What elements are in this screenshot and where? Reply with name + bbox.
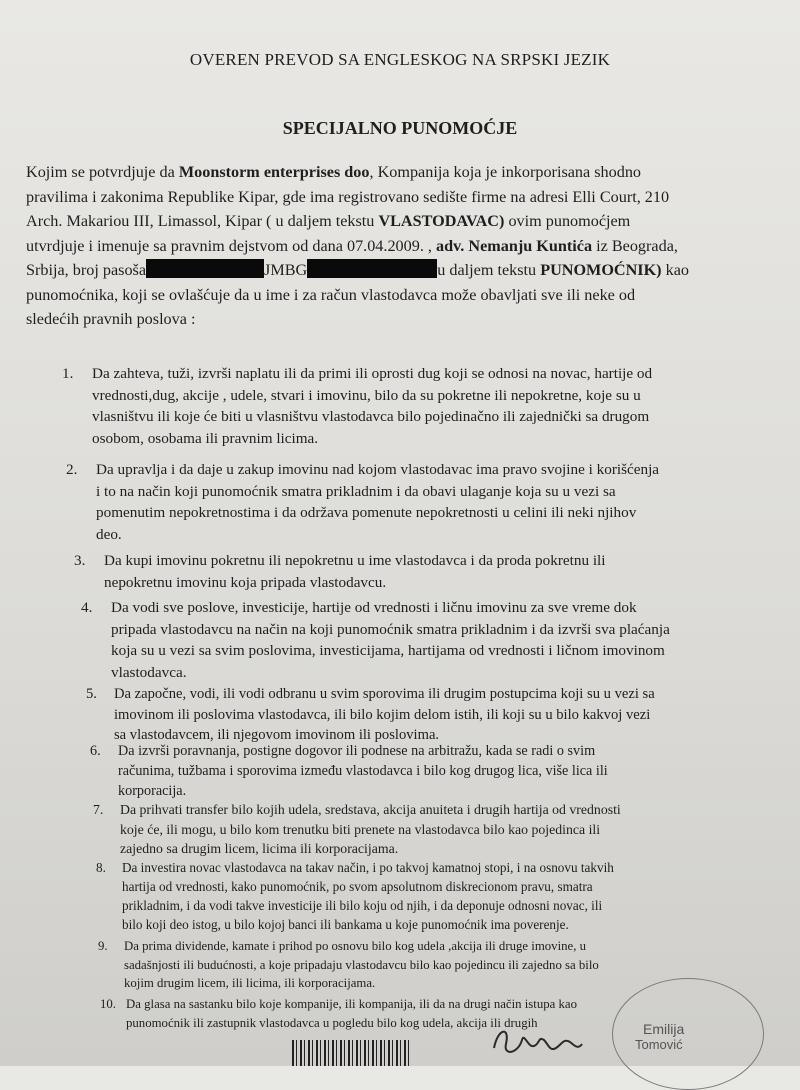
intro-text: JMBG <box>264 261 308 279</box>
intro-line <box>26 258 786 283</box>
intro-text: ovim punomoćjem <box>504 212 631 230</box>
company-name: Moonstorm enterprises doo <box>178 163 370 181</box>
intro-text: , Kompanija koja je inkorporisana shodno <box>369 163 642 181</box>
item-line: punomoćnik ili zastupnik vlastodavca u pogledu bilo kog udela, akcija ili drugih <box>126 1015 538 1030</box>
item-line: vlasništvu ili koje će biti u vlasništvu vlastodavca bilo pojedinačno ili zajednički sa drugom <box>92 408 650 425</box>
intro-text: Kojim se potvrdjuje da <box>26 163 179 181</box>
intro-line <box>26 160 786 185</box>
list-item <box>98 937 599 993</box>
intro-text: utvrdjuje i imenuje sa pravnim dejstvom od dana 07.04.2009. , <box>26 236 437 255</box>
item-number: 3. <box>74 552 86 569</box>
intro-line: pravilima i zakonima Republike Kipar, gde ima registrovano sedište firme na adresi Elli Court, 210 <box>26 187 670 206</box>
item-line: hartija od vrednosti, kako punomoćnik, po svom apsolutnom diskrecionom pravu, smatra <box>122 879 593 894</box>
item-line: pripada vlastodavcu na način na koji punomoćnik smatra prikladnim i da izvrši sva plaćanja <box>111 620 670 638</box>
intro-line: sledećih pravnih poslova : <box>26 310 196 328</box>
item-line: Da prima dividende, kamate i prihod po osnovu bilo kog udela ,akcija ili druge imovine, u <box>124 939 587 953</box>
intro-text: Srbija, broj pasoša <box>26 261 147 279</box>
item-line: i to na način koji punomoćnik smatra prikladnim i da obavi ulaganje koja su u vezi sa <box>96 482 616 500</box>
item-line: pomenutim nepokretnostima i da održava pomenute nepokretnosti u celini ili neki njihov <box>96 504 637 521</box>
barcode <box>292 1040 410 1066</box>
list-item <box>74 550 606 593</box>
item-number: 8. <box>96 860 106 875</box>
item-line: Da kupi imovinu pokretnu ili nepokretnu u ime vlastodavca i da proda pokretnu ili <box>104 552 606 569</box>
intro-line: punomoćnika, koji se ovlašćuje da u ime i za račun vlastodavca može obavljati sve ili neke od <box>26 285 636 304</box>
document-header: OVEREN PREVOD SA ENGLESKOG NA SRPSKI JEZIK <box>189 50 611 69</box>
list-item <box>93 800 621 859</box>
stamp-name-last: Tomović <box>635 1037 683 1052</box>
list-item <box>96 858 614 934</box>
item-line: koje će, ili mogu, u bilo kom trenutku biti prenete na vlastodavca bilo kao pojedinca ili <box>120 821 601 837</box>
agent-term: PUNOMOĆNIK) <box>540 261 662 279</box>
item-number: 7. <box>93 802 104 817</box>
item-number: 6. <box>90 743 101 759</box>
item-line: vrednosti,dug, akcije , udele, stvari i imovinu, bilo da su pokretne ili nepokretne, koje su u <box>92 386 641 404</box>
item-line: Da zahteva, tuži, izvrši naplatu ili da primi ili oprosti dug koji se odnosi na novac, hartije od <box>92 365 653 382</box>
attorney-name: adv. Nemanju Kuntića <box>436 236 593 255</box>
item-line: sa vlastodavcem, ili njegovom imovinom ili poslovima. <box>114 727 440 743</box>
item-line: Da izvrši poravnanja, postigne dogovor ili podnese na arbitražu, kada se radi o svim <box>118 743 596 759</box>
list-item <box>81 597 670 683</box>
item-line: Da glasa na sastanku bilo koje kompanije, ili kompanija, ili da na drugi način istupa kao <box>126 997 577 1011</box>
item-number: 2. <box>66 461 78 478</box>
item-number: 5. <box>86 686 97 702</box>
list-item <box>62 363 653 449</box>
redacted-passport <box>146 259 264 278</box>
intro-text: kao <box>661 261 689 279</box>
item-line: deo. <box>96 525 122 543</box>
intro-text: u daljem tekstu <box>437 261 541 279</box>
item-number: 9. <box>98 939 108 953</box>
item-number: 4. <box>81 599 93 616</box>
redacted-jmbg <box>307 259 437 278</box>
item-line: bilo koji deo istog, u bilo kojoj banci ili bankama u koje punomoćnik ima poverenje. <box>122 917 569 932</box>
item-number: 10. <box>100 997 116 1011</box>
item-line: Da prihvati transfer bilo kojih udela, sredstava, akcija anuiteta i drugih hartija od vrednosti <box>120 802 621 817</box>
item-line: imovinom ili poslovima vlastodavca, ili bilo kojim delom istih, ili koji su u bilo kakvoj vezi <box>114 706 651 723</box>
item-line: Da vodi sve poslove, investicije, hartije od vrednosti i ličnu imovinu za sve vreme dok <box>111 599 637 616</box>
intro-text: Arch. Makariou III, Limassol, Kipar ( u daljem tekstu <box>26 212 379 230</box>
list-item <box>90 741 608 801</box>
intro-text: iz Beograda, <box>592 236 678 255</box>
item-number: 1. <box>62 365 74 382</box>
intro-paragraph <box>26 160 786 332</box>
intro-line <box>26 209 786 234</box>
stamp-name-first: Emilija <box>643 1021 685 1037</box>
principal-term: VLASTODAVAC) <box>378 212 505 230</box>
item-line: zajedno sa drugim licem, licima ili korporacijama. <box>120 841 399 856</box>
signature <box>488 1018 588 1064</box>
item-line: koja su u vezi sa svim poslovima, investicijama, hartijama od vrednosti i ličnom imovinom <box>111 642 665 659</box>
document-title: SPECIJALNO PUNOMOĆJE <box>282 118 518 138</box>
item-line: Da upravlja i da daje u zakup imovinu nad kojom vlastodavac ima pravo svojine i korišćenja <box>96 461 660 478</box>
item-line: kojim drugim licem, ili licima, ili korporacijama. <box>124 976 376 990</box>
item-line: prikladnim, i da vodi takve investicije ili bilo koju od njih, i da deponuje odnosni novac, ili <box>122 898 603 913</box>
item-line: Da započne, vodi, ili vodi odbranu u svim sporovima ili drugim postupcima koji su u vezi sa <box>114 686 655 702</box>
item-line: vlastodavca. <box>111 663 187 681</box>
item-line: sadašnjosti ili budućnosti, a koje pripadaju vlastodavcu bilo kao pojedincu ili zajedno sa bilo <box>124 957 599 972</box>
intro-line <box>26 234 786 259</box>
item-line: računima, tužbama i sporovima između vlastodavca i bilo kog drugog lica, više lica ili <box>118 763 608 779</box>
item-line: nepokretnu imovinu koja pripada vlastodavcu. <box>104 573 387 591</box>
item-line: Da investira novac vlastodavca na takav način, i po takvoj kamatnoj stopi, i na osnovu takvih <box>122 860 614 875</box>
item-line: osobom, osobama ili pravnim licima. <box>92 429 319 447</box>
translator-stamp <box>612 978 764 1090</box>
list-item <box>86 684 655 746</box>
item-line: korporacija. <box>118 783 187 799</box>
list-item <box>66 459 660 545</box>
